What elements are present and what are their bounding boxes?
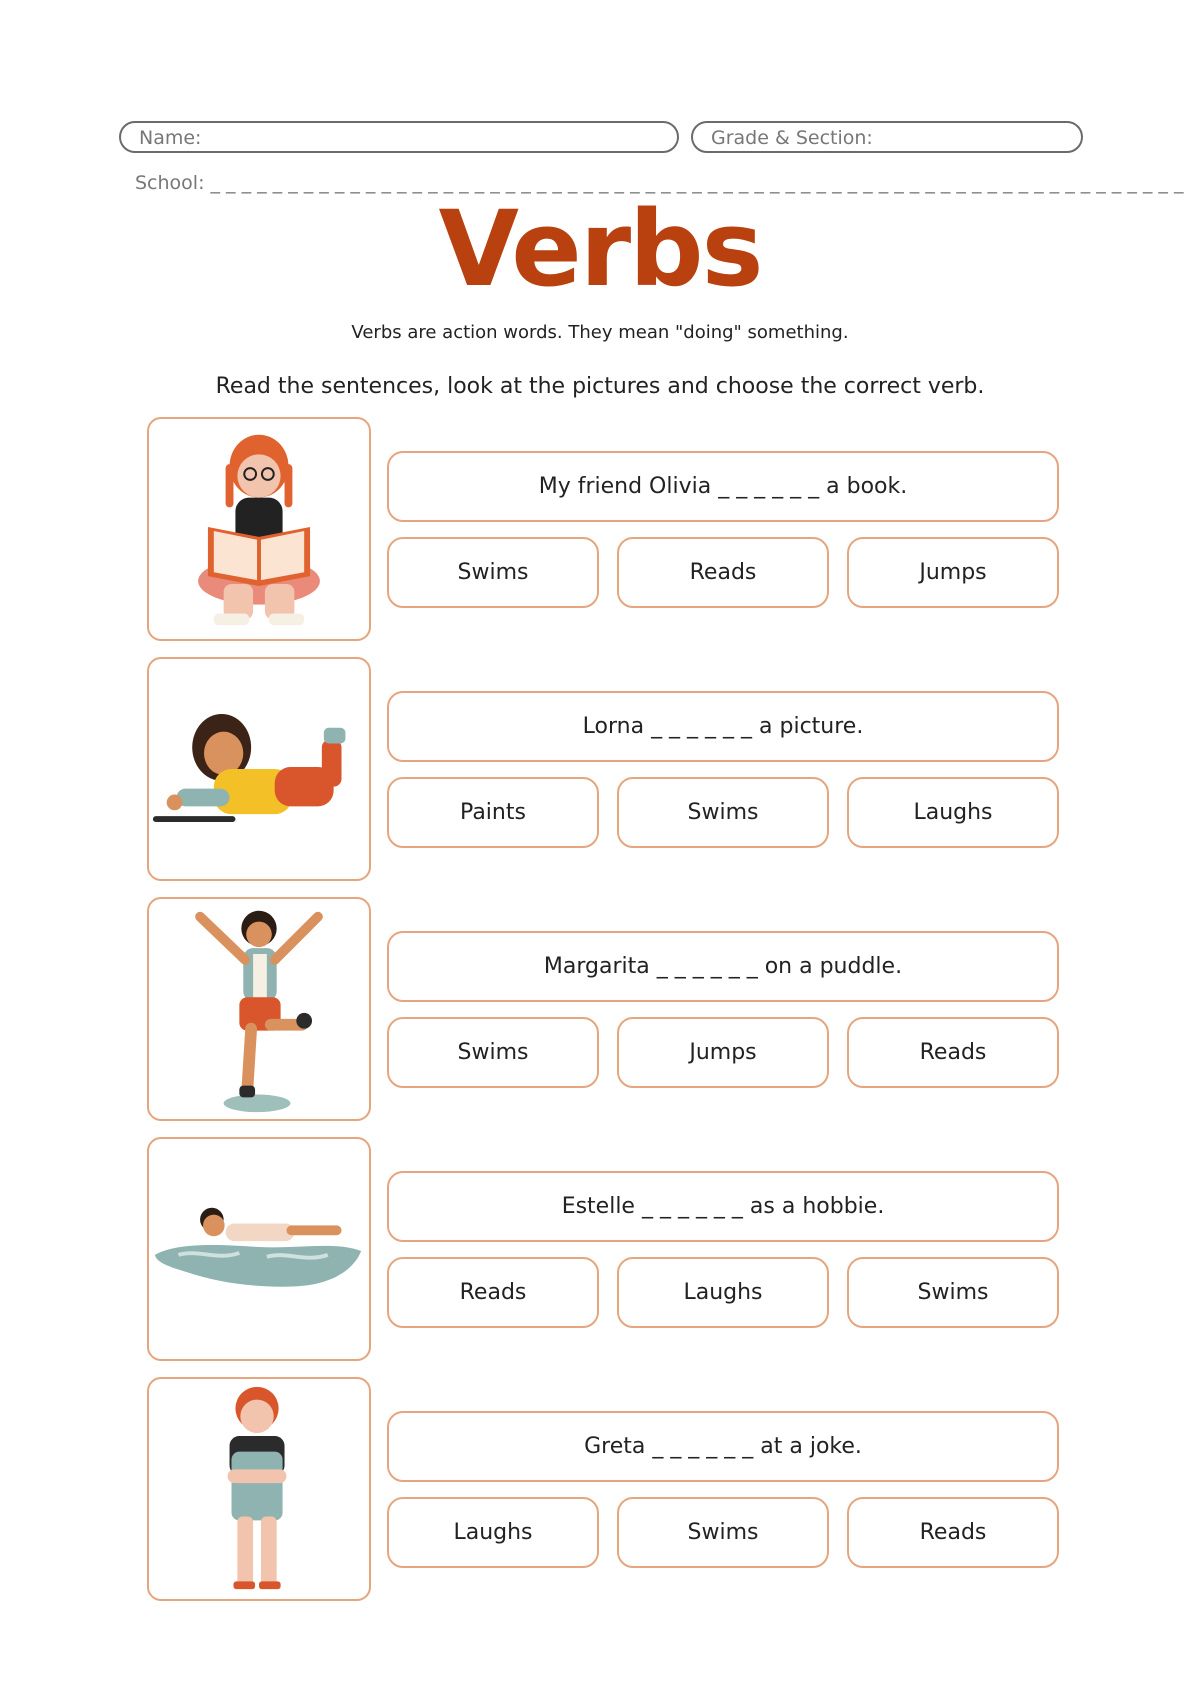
girl-laughing-illustration bbox=[149, 1379, 369, 1599]
option-4-2[interactable]: Laughs bbox=[617, 1257, 829, 1328]
picture-card-girl-painting bbox=[147, 657, 371, 881]
option-2-1[interactable]: Paints bbox=[387, 777, 599, 848]
option-3-1[interactable]: Swims bbox=[387, 1017, 599, 1088]
picture-card-girl-jumping-puddle bbox=[147, 897, 371, 1121]
picture-card-child-swimming bbox=[147, 1137, 371, 1361]
name-label: Name: bbox=[139, 127, 202, 149]
picture-card-girl-laughing bbox=[147, 1377, 371, 1601]
option-2-2[interactable]: Swims bbox=[617, 777, 829, 848]
option-5-2[interactable]: Swims bbox=[617, 1497, 829, 1568]
sentence-2: Lorna _ _ _ _ _ _ a picture. bbox=[387, 691, 1059, 762]
option-2-3[interactable]: Laughs bbox=[847, 777, 1059, 848]
grade-section-label: Grade & Section: bbox=[711, 127, 873, 149]
page-subtitle: Verbs are action words. They mean "doing" something. bbox=[351, 322, 849, 343]
page-title: Verbs bbox=[438, 188, 762, 310]
school-field[interactable]: School: _ _ _ _ _ _ _ _ _ _ _ _ _ _ _ _ _ _ _ _ _ _ _ _ _ _ _ _ _ _ _ _ _ _ _ _ _ _ _ _ _ _ _ _ _ _ _ _ _ _ _ _ _ _ _ _ _ _ _ _ _ _ _ bbox=[135, 172, 1184, 194]
sentence-3: Margarita _ _ _ _ _ _ on a puddle. bbox=[387, 931, 1059, 1002]
option-1-3[interactable]: Jumps bbox=[847, 537, 1059, 608]
sentence-1: My friend Olivia _ _ _ _ _ _ a book. bbox=[387, 451, 1059, 522]
instructions: Read the sentences, look at the pictures and choose the correct verb. bbox=[215, 374, 985, 399]
girl-painting-illustration bbox=[149, 659, 369, 879]
grade-section-field[interactable] bbox=[691, 121, 1083, 153]
picture-card-girl-reading-book bbox=[147, 417, 371, 641]
option-1-1[interactable]: Swims bbox=[387, 537, 599, 608]
sentence-5: Greta _ _ _ _ _ _ at a joke. bbox=[387, 1411, 1059, 1482]
option-4-1[interactable]: Reads bbox=[387, 1257, 599, 1328]
option-5-3[interactable]: Reads bbox=[847, 1497, 1059, 1568]
child-swimming-illustration bbox=[149, 1139, 369, 1359]
option-5-1[interactable]: Laughs bbox=[387, 1497, 599, 1568]
sentence-4: Estelle _ _ _ _ _ _ as a hobbie. bbox=[387, 1171, 1059, 1242]
option-3-2[interactable]: Jumps bbox=[617, 1017, 829, 1088]
option-1-2[interactable]: Reads bbox=[617, 537, 829, 608]
option-3-3[interactable]: Reads bbox=[847, 1017, 1059, 1088]
option-4-3[interactable]: Swims bbox=[847, 1257, 1059, 1328]
girl-jumping-puddle-illustration bbox=[149, 899, 369, 1119]
girl-reading-book-illustration bbox=[149, 419, 369, 639]
name-field[interactable] bbox=[119, 121, 679, 153]
